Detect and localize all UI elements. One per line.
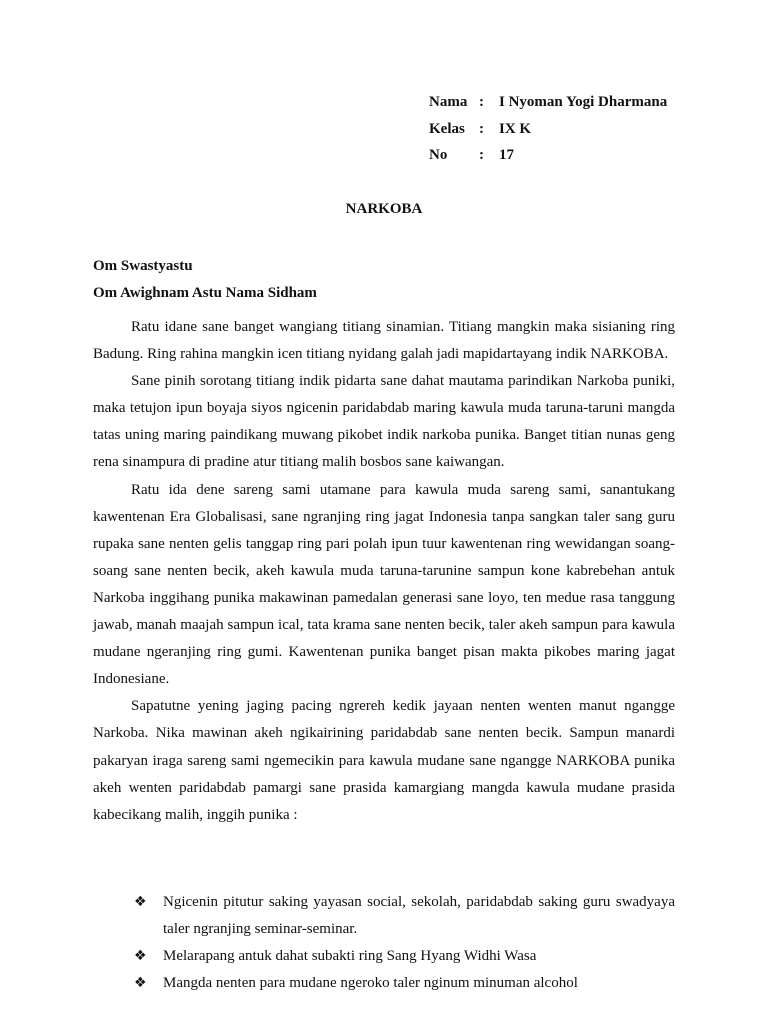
identity-row-class	[429, 119, 667, 146]
list-item-text: Ngicenin pitutur saking yayasan social, sekolah, paridabdab saking guru swadyaya taler ngranjing seminar-seminar.	[163, 894, 675, 937]
greeting-line: Om Awighnam Astu Nama Sidham	[93, 285, 317, 301]
identity-colon: :	[479, 94, 484, 110]
identity-value: I Nyoman Yogi Dharmana	[499, 94, 668, 110]
bullet-list	[134, 889, 675, 997]
identity-label: Kelas	[429, 120, 465, 137]
diamond-bullet-icon: ❖	[134, 894, 147, 910]
greeting-line: Om Swastyastu	[93, 258, 193, 274]
diamond-bullet-icon: ❖	[134, 975, 147, 991]
identity-label: Nama	[429, 94, 468, 110]
identity-colon: :	[479, 147, 484, 163]
list-item	[134, 889, 675, 943]
speech-body	[93, 314, 675, 829]
list-item	[134, 943, 675, 970]
list-item	[134, 970, 675, 997]
diamond-bullet-icon: ❖	[134, 948, 147, 964]
identity-label: No	[429, 147, 448, 163]
document-title: NARKOBA	[345, 201, 423, 217]
paragraph: Sane pinih sorotang titiang indik pidarta sane dahat mautama parindikan Narkoba puniki, maka tetujon ipun boyaja siyos ngicenin paridabdab maring kawula muda taruna-taruni mangda tatas uning maring paindikang muwang pikobet indik narkoba punika. Banget titian nunas geng rena sinampura di pradine atur titiang malih bosbos sane kaiwangan.	[93, 373, 675, 471]
identity-value: 17	[499, 147, 514, 163]
identity-row-number	[429, 145, 667, 172]
identity-colon: :	[479, 120, 484, 137]
list-item-text: Mangda nenten para mudane ngeroko taler nginum minuman alcohol	[163, 975, 578, 991]
paragraph: Sapatutne yening jaging pacing ngrereh kedik jayaan nenten wenten manut ngangge Narkoba. Nika mawinan akeh ngikairining paridabdab sane nenten becik. Sampun manardi pakaryan iraga sareng sami ngemecikin para kawula mudane sane ngangge NARKOBA punika akeh wenten paridabdab pamargi sane prasida kamargiang mangda kawula mudane prasida kabecikang malih, inggih punika :	[93, 698, 675, 823]
paragraph: Ratu idane sane banget wangiang titiang sinamian. Titiang mangkin maka sisianing ring Badung. Ring rahina mangkin icen titiang nyidang galah jadi mapidartayang indik NARKOBA.	[93, 319, 675, 363]
identity-row-name	[429, 92, 667, 119]
paragraph: Ratu ida dene sareng sami utamane para kawula muda sareng sami, sanantukang kawentenan Era Globalisasi, sane ngranjing ring jagat Indonesia tanpa sangkan taler sang guru rupaka sane nenten gelis tanggap ring pari polah ipun tuur kawentenan ring wewidangan soang-soang sane nenten becik, akeh kawula muda taruna-tarunine sampun kone kabrebehan antuk Narkoba inggihang punika makawinan pamedalan generasi sane loyo, ten medue rasa tanggung jawab, manah maajah sampun ical, tata krama sane nenten becik, taler akeh sampun para kawula mudane ngeranjing ring gumi. Kawentenan punika banget pisan makta pikobes maring jagat Indonesiane.	[93, 481, 675, 688]
student-identity	[429, 92, 667, 172]
greeting	[93, 253, 317, 307]
list-item-text: Melarapang antuk dahat subakti ring Sang Hyang Widhi Wasa	[163, 948, 537, 964]
identity-value: IX K	[499, 120, 532, 137]
